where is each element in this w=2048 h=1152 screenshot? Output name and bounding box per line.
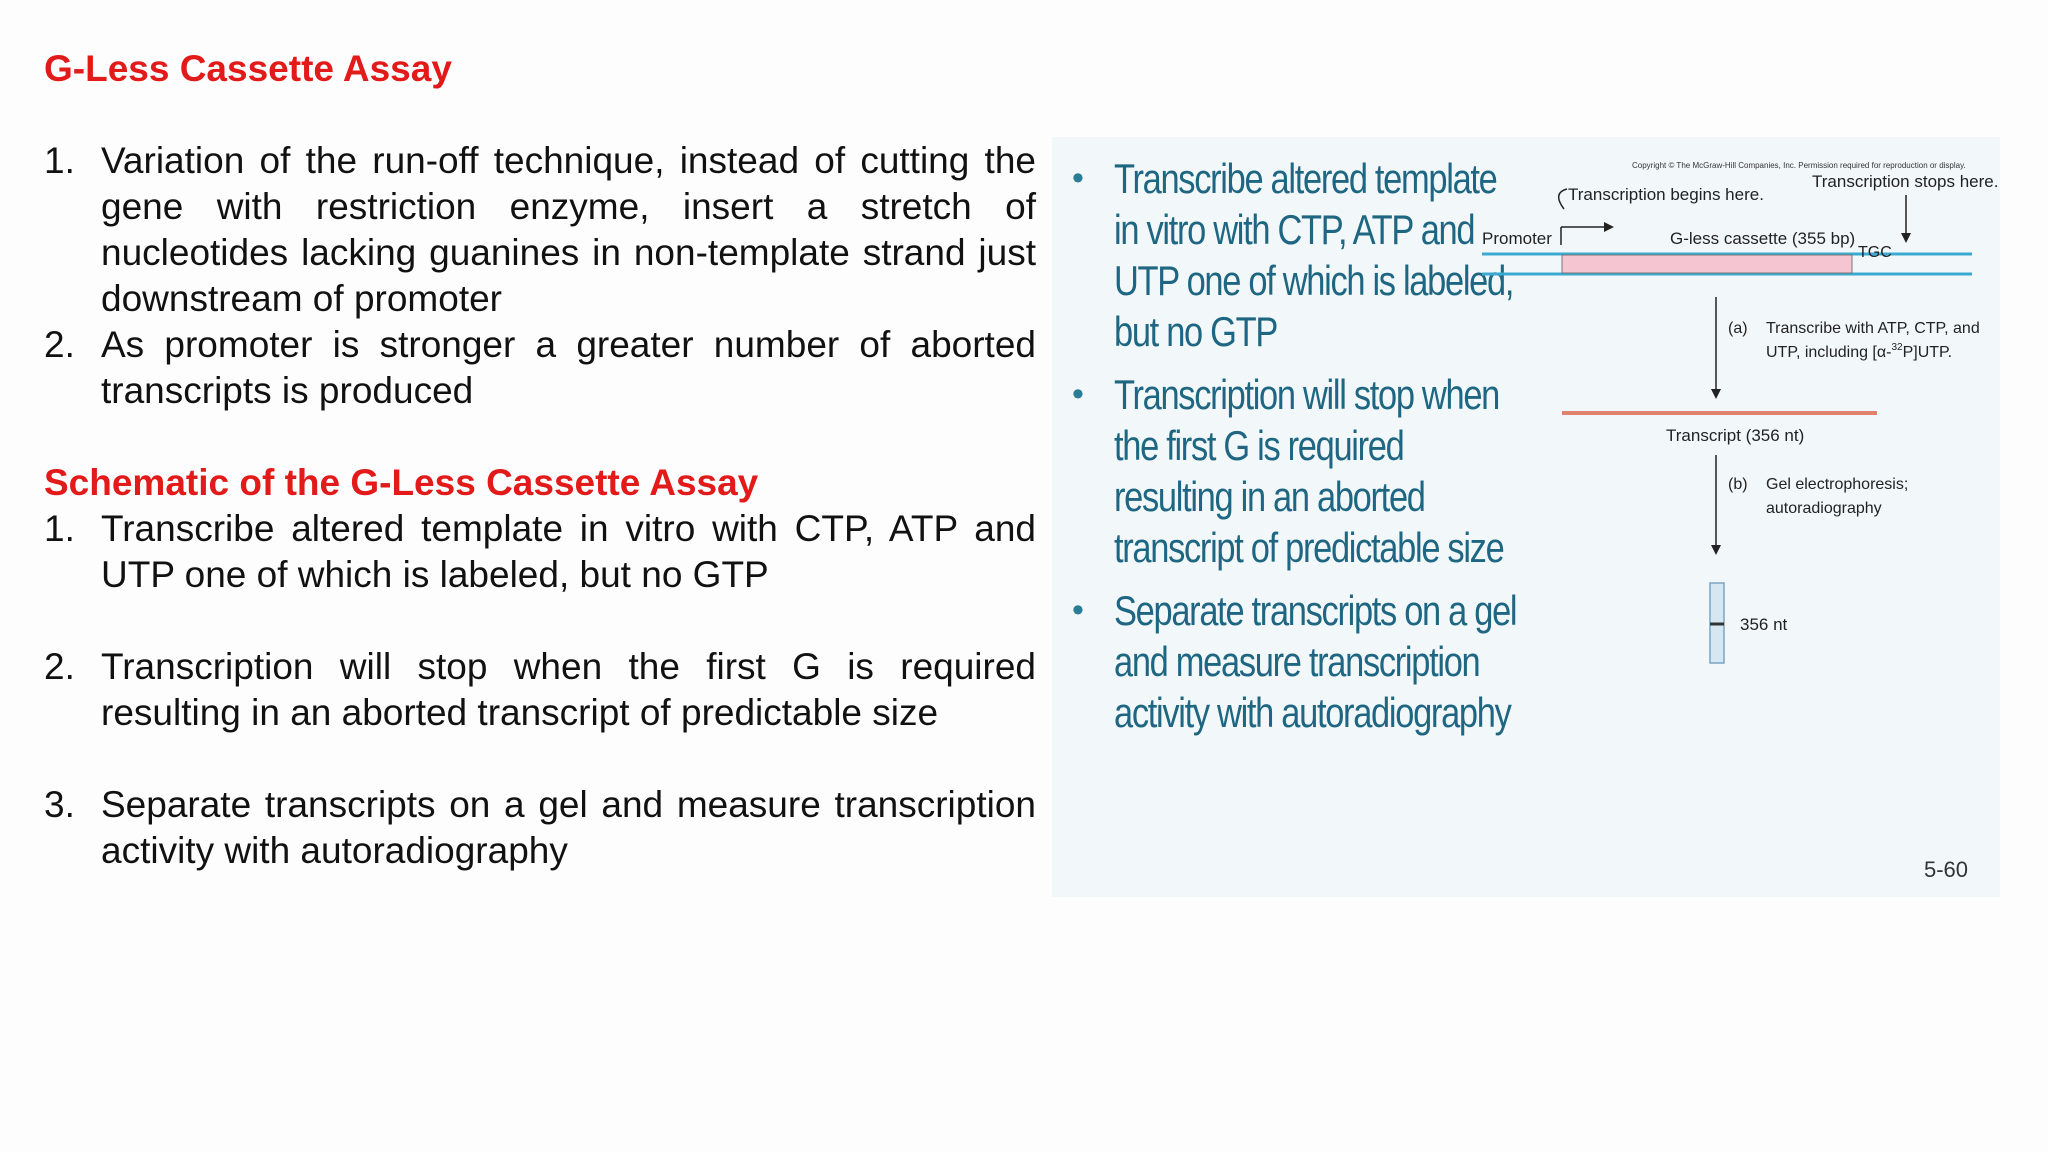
bullet-dot-icon: • <box>1072 375 1083 413</box>
step-b-label: (b) <box>1728 476 1748 493</box>
list-number: 2. <box>44 324 75 365</box>
transcription-stops-label: Transcription stops here. <box>1812 172 1999 191</box>
figure-page-number: 5-60 <box>1923 857 1968 882</box>
transcription-begins-label: Transcription begins here. <box>1568 185 1764 204</box>
list-item <box>44 782 1036 874</box>
bullet-dot-icon: • <box>1072 591 1083 629</box>
list-item-text: Transcription will stop when the first G is required resulting in an aborted transcript of predictable size <box>101 646 1036 733</box>
heading-g-less-cassette-assay: G-Less Cassette Assay <box>44 48 452 89</box>
step-b-line1: Gel electrophoresis; <box>1766 476 1909 493</box>
list-number: 1. <box>44 508 75 549</box>
step-b-line2: autoradiography <box>1766 500 1882 517</box>
tgc-label: TGC <box>1858 244 1892 261</box>
stop-arrow-head-icon <box>1901 233 1911 243</box>
copyright-notice: Copyright © The McGraw-Hill Companies, Inc. Permission required for reproduction or display. <box>1632 161 1966 170</box>
heading-schematic: Schematic of the G-Less Cassette Assay <box>44 462 759 503</box>
transcript-label: Transcript (356 nt) <box>1666 426 1805 445</box>
list-item <box>44 506 1036 598</box>
figure-bullet-text: Transcribe altered template in vitro with CTP, ATP and UTP one of which is labeled, but no GTP <box>1114 155 1514 355</box>
step-a-line2: UTP, including [α-$^{32}$P]UTP. <box>1766 342 1953 361</box>
figure-bullet-text: Transcription will stop when the first G is required resulting in an aborted transcript of predictable size <box>1114 371 1504 571</box>
step-b-arrow-head-icon <box>1711 545 1721 555</box>
figure-bullet-text: Separate transcripts on a gel and measure transcription activity with autoradiography <box>1114 587 1517 736</box>
figure-bullet <box>1072 153 1512 357</box>
band-size-label: 356 nt <box>1740 615 1788 634</box>
step-a-label: (a) <box>1728 320 1748 337</box>
list-number: 1. <box>44 140 75 181</box>
g-less-cassette-diagram <box>1482 137 2000 897</box>
promoter-label: Promoter <box>1482 229 1552 248</box>
step-a-arrow-head-icon <box>1711 389 1721 399</box>
figure-bullet <box>1072 585 1517 738</box>
slide-text-column <box>44 46 1036 874</box>
list-item-text: Variation of the run-off technique, instead of cutting the gene with restriction enzyme, insert a stretch of nucleotides lacking guanines in non-template strand just downstream of promoter <box>101 140 1036 319</box>
list-item <box>44 644 1036 736</box>
bullet-dot-icon: • <box>1072 159 1083 197</box>
list-number: 3. <box>44 784 75 825</box>
schematic-list <box>44 506 1036 874</box>
list-item-text: Separate transcripts on a gel and measure transcription activity with autoradiography <box>101 784 1036 871</box>
begins-curve <box>1559 189 1567 209</box>
figure-bullet <box>1072 369 1512 573</box>
step-a-line1: Transcribe with ATP, CTP, and <box>1766 320 1980 337</box>
start-arrow-head-icon <box>1604 222 1614 232</box>
list-item <box>44 322 1036 414</box>
list-item-text: Transcribe altered template in vitro with CTP, ATP and UTP one of which is labeled, but no GTP <box>101 508 1036 595</box>
list-number: 2. <box>44 646 75 687</box>
list-item-text: As promoter is stronger a greater number of aborted transcripts is produced <box>101 324 1036 411</box>
list-item <box>44 138 1036 322</box>
cassette-label: G-less cassette (355 bp) <box>1670 229 1856 248</box>
g-less-cassette-box <box>1562 255 1852 273</box>
description-list <box>44 138 1036 414</box>
textbook-figure <box>1052 137 2000 897</box>
